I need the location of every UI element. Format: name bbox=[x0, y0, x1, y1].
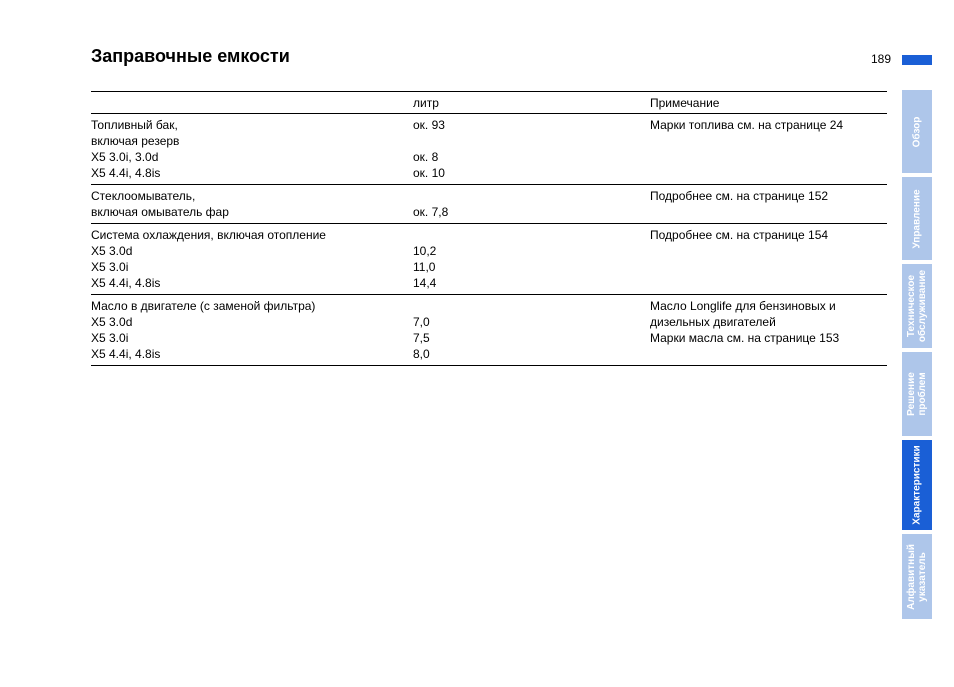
cell-line: X5 3.0i bbox=[91, 331, 129, 345]
side-tab-label: Техническое обслуживание bbox=[906, 269, 928, 343]
cell-line: Масло в двигателе (с заменой фильтра) bbox=[91, 299, 316, 313]
cell-volume bbox=[413, 188, 650, 220]
cell-line: X5 3.0i, 3.0d bbox=[91, 150, 159, 164]
table-row bbox=[91, 185, 887, 224]
page-marker bbox=[902, 55, 932, 65]
side-tab-troubleshooting[interactable] bbox=[902, 352, 932, 436]
cell-line: Подробнее см. на странице 152 bbox=[650, 189, 829, 203]
cell-line: ок. 93 bbox=[413, 118, 445, 132]
capacities-table bbox=[91, 91, 887, 366]
cell-line: 8,0 bbox=[413, 347, 430, 361]
cell-line: Марки масла см. на странице 153 bbox=[650, 331, 840, 345]
cell-line: Масло Longlife для бензиновых и bbox=[650, 299, 836, 313]
side-tab-label: Алфавитный указатель bbox=[906, 543, 928, 610]
side-tab-maintenance[interactable] bbox=[902, 264, 932, 348]
side-tab-label: Управление bbox=[911, 188, 923, 249]
table-body bbox=[91, 114, 887, 366]
cell-line: X5 4.4i, 4.8is bbox=[91, 347, 161, 361]
cell-line: дизельных двигателей bbox=[650, 315, 776, 329]
cell-volume bbox=[413, 227, 650, 291]
cell-note bbox=[650, 188, 887, 220]
cell-line: X5 3.0i bbox=[91, 260, 129, 274]
page-title: Заправочные емкости bbox=[91, 46, 290, 66]
table-row bbox=[91, 295, 887, 366]
page-number: 189 bbox=[871, 52, 892, 66]
cell-line: 10,2 bbox=[413, 244, 437, 258]
header-note: Примечание bbox=[650, 95, 720, 110]
cell-line: X5 3.0d bbox=[91, 315, 133, 329]
cell-line: Марки топлива см. на странице 24 bbox=[650, 118, 844, 132]
cell-volume bbox=[413, 298, 650, 362]
cell-volume bbox=[413, 117, 650, 181]
cell-line: 7,0 bbox=[413, 315, 430, 329]
cell-line: Топливный бак, bbox=[91, 118, 178, 132]
cell-line: X5 4.4i, 4.8is bbox=[91, 276, 161, 290]
cell-note bbox=[650, 117, 887, 181]
cell-line: X5 3.0d bbox=[91, 244, 133, 258]
cell-line: включая омыватель фар bbox=[91, 205, 229, 219]
cell-line: включая резерв bbox=[91, 134, 180, 148]
side-tab-controls[interactable] bbox=[902, 177, 932, 260]
cell-line: ок. 10 bbox=[413, 166, 445, 180]
cell-line bbox=[413, 298, 650, 314]
cell-line bbox=[413, 227, 650, 243]
side-tab-label: Обзор bbox=[911, 116, 923, 147]
cell-line: X5 4.4i, 4.8is bbox=[91, 166, 161, 180]
cell-note bbox=[650, 298, 887, 362]
cell-note bbox=[650, 227, 887, 291]
cell-line: 7,5 bbox=[413, 331, 430, 345]
table-row bbox=[91, 224, 887, 295]
cell-line bbox=[413, 188, 650, 204]
cell-description bbox=[91, 227, 413, 291]
side-tab-specifications[interactable] bbox=[902, 440, 932, 530]
cell-line: 14,4 bbox=[413, 276, 437, 290]
side-tab-index[interactable] bbox=[902, 534, 932, 619]
side-tab-label: Решение проблем bbox=[906, 372, 928, 416]
table-row bbox=[91, 114, 887, 185]
side-tab-label: Характеристики bbox=[911, 445, 923, 525]
cell-description bbox=[91, 117, 413, 181]
cell-line: ок. 7,8 bbox=[413, 205, 449, 219]
table-header-row bbox=[91, 92, 887, 114]
cell-line: ок. 8 bbox=[413, 150, 439, 164]
header-volume: литр bbox=[413, 95, 439, 110]
cell-line: Подробнее см. на странице 154 bbox=[650, 228, 829, 242]
cell-line: Стеклоомыватель, bbox=[91, 189, 196, 203]
cell-line: 11,0 bbox=[413, 260, 436, 274]
side-tab-overview[interactable] bbox=[902, 90, 932, 173]
cell-line bbox=[413, 133, 650, 149]
cell-description bbox=[91, 298, 413, 362]
cell-description bbox=[91, 188, 413, 220]
cell-line: Система охлаждения, включая отопление bbox=[91, 228, 326, 242]
